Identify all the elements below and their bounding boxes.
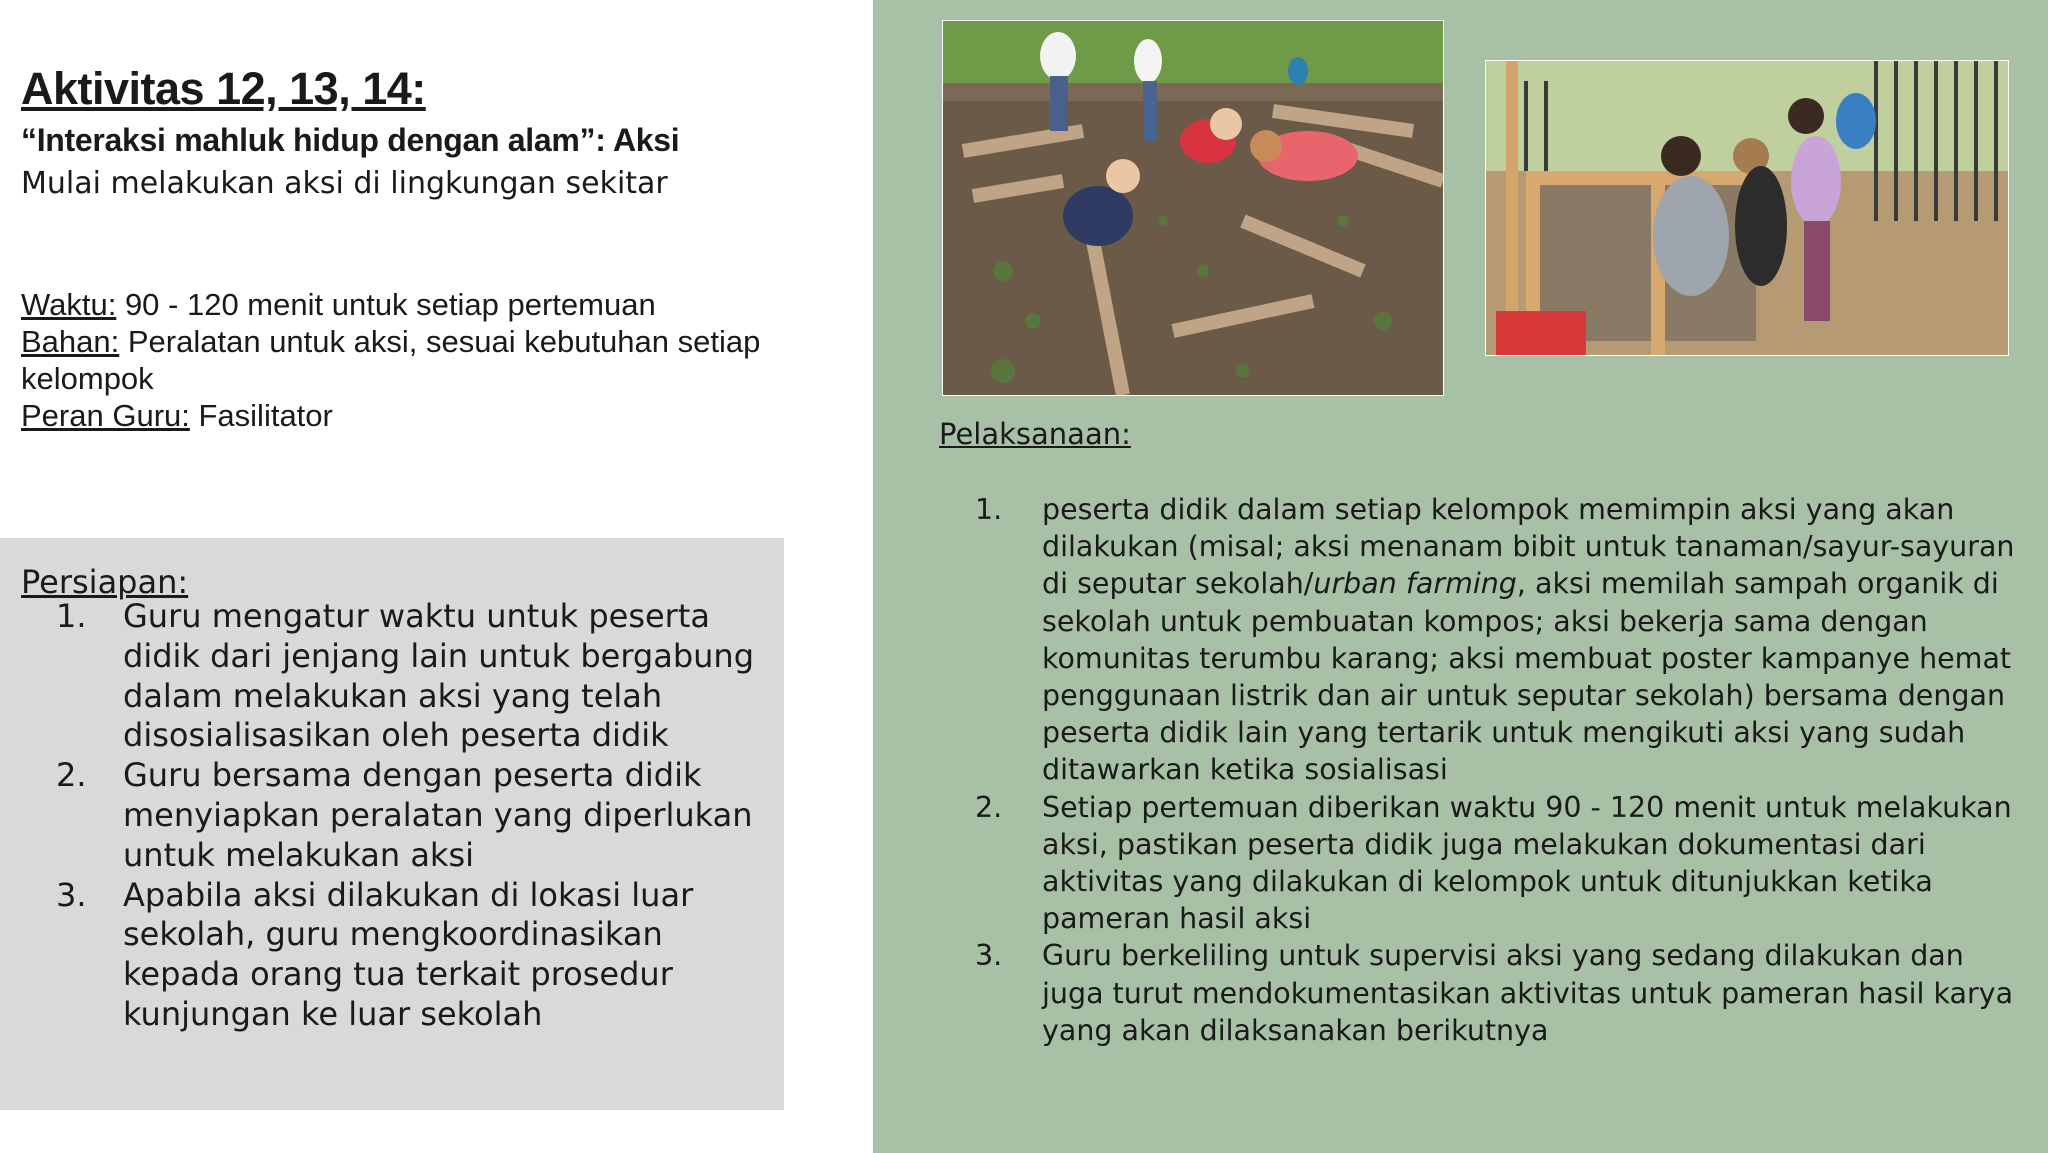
list-number: 1. — [975, 493, 1003, 526]
list-item — [975, 789, 2025, 938]
list-item — [975, 937, 2025, 1049]
bahan-value: Peralatan untuk aksi, sesuai kebutuhan setiap kelompok — [21, 324, 761, 396]
list-text-italic: urban farming — [1313, 567, 1517, 601]
activity-meta — [21, 286, 801, 434]
persiapan-heading: Persiapan: — [21, 563, 189, 601]
persiapan-list — [21, 597, 771, 1035]
meta-waktu — [21, 286, 801, 323]
activity-subtitle: “Interaksi mahluk hidup dengan alam”: Aksi — [21, 122, 680, 158]
list-item — [21, 876, 771, 1035]
list-text: Guru mengatur waktu untuk peserta didik dari jenjang lain untuk bergabung dalam melakukan aksi yang telah disosialisasikan oleh peserta didik — [123, 597, 755, 755]
page-title: Aktivitas 12, 13, 14: — [21, 63, 426, 114]
list-text: Setiap pertemuan diberikan waktu 90 - 120 menit untuk melakukan aksi, pastikan peserta didik juga melakukan dokumentasi dari aktivitas yang dilakukan di kelompok untuk ditunjukkan ketika pameran hasil aksi — [1042, 790, 2012, 936]
list-item — [21, 756, 771, 875]
meta-peran — [21, 397, 801, 434]
list-number: 1. — [56, 597, 87, 635]
list-text: Guru berkeliling untuk supervisi aksi yang sedang dilakukan dan juga turut mendokumentasikan aktivitas untuk pameran hasil karya yang akan dilaksanakan berikutnya — [1042, 939, 2014, 1047]
list-text — [1042, 491, 2025, 789]
list-text-part: , aksi memilah sampah organik di sekolah untuk pembuatan kompos; aksi bekerja sama dengan komunitas terumbu karang; aksi membuat poster kampanye hemat penggunaan listrik dan air untuk seputar sekolah) bersama dengan peserta didik lain yang tertarik untuk mengikuti aksi yang sudah ditawarkan ketika sosialisasi — [1042, 567, 2012, 787]
waktu-value: 90 - 120 menit untuk setiap pertemuan — [116, 287, 656, 322]
list-text: Apabila aksi dilakukan di lokasi luar sekolah, guru mengkoordinasikan kepada orang tua terkait prosedur kunjungan ke luar sekolah — [123, 875, 694, 1033]
waktu-label: Waktu: — [21, 287, 117, 322]
bahan-label: Bahan: — [21, 324, 120, 359]
compost-photo-illustration — [1486, 61, 2008, 355]
list-number: 3. — [56, 875, 87, 914]
persiapan-box — [0, 538, 784, 1110]
garden-photo — [942, 20, 1444, 396]
pelaksanaan-heading: Pelaksanaan: — [939, 417, 1131, 451]
activity-description: Mulai melakukan aksi di lingkungan sekitar — [21, 166, 668, 201]
list-number: 3. — [975, 939, 1003, 973]
list-item — [975, 491, 2025, 789]
list-item — [21, 597, 771, 756]
compost-photo — [1485, 60, 2009, 356]
list-text: Guru bersama dengan peserta didik menyiapkan peralatan yang diperlukan untuk melakukan aksi — [123, 756, 753, 874]
list-number: 2. — [975, 790, 1003, 824]
meta-bahan — [21, 323, 801, 397]
pelaksanaan-list — [975, 491, 2025, 1049]
peran-label: Peran Guru: — [21, 398, 190, 433]
peran-value: Fasilitator — [189, 398, 333, 433]
list-text-part: peserta didik dalam setiap kelompok memimpin aksi yang akan dilakukan (misal; aksi menanam bibit untuk tanaman/sayur-sayuran di seputar sekolah/ — [1042, 493, 2015, 601]
list-number: 2. — [56, 756, 87, 795]
garden-photo-illustration — [943, 21, 1443, 395]
